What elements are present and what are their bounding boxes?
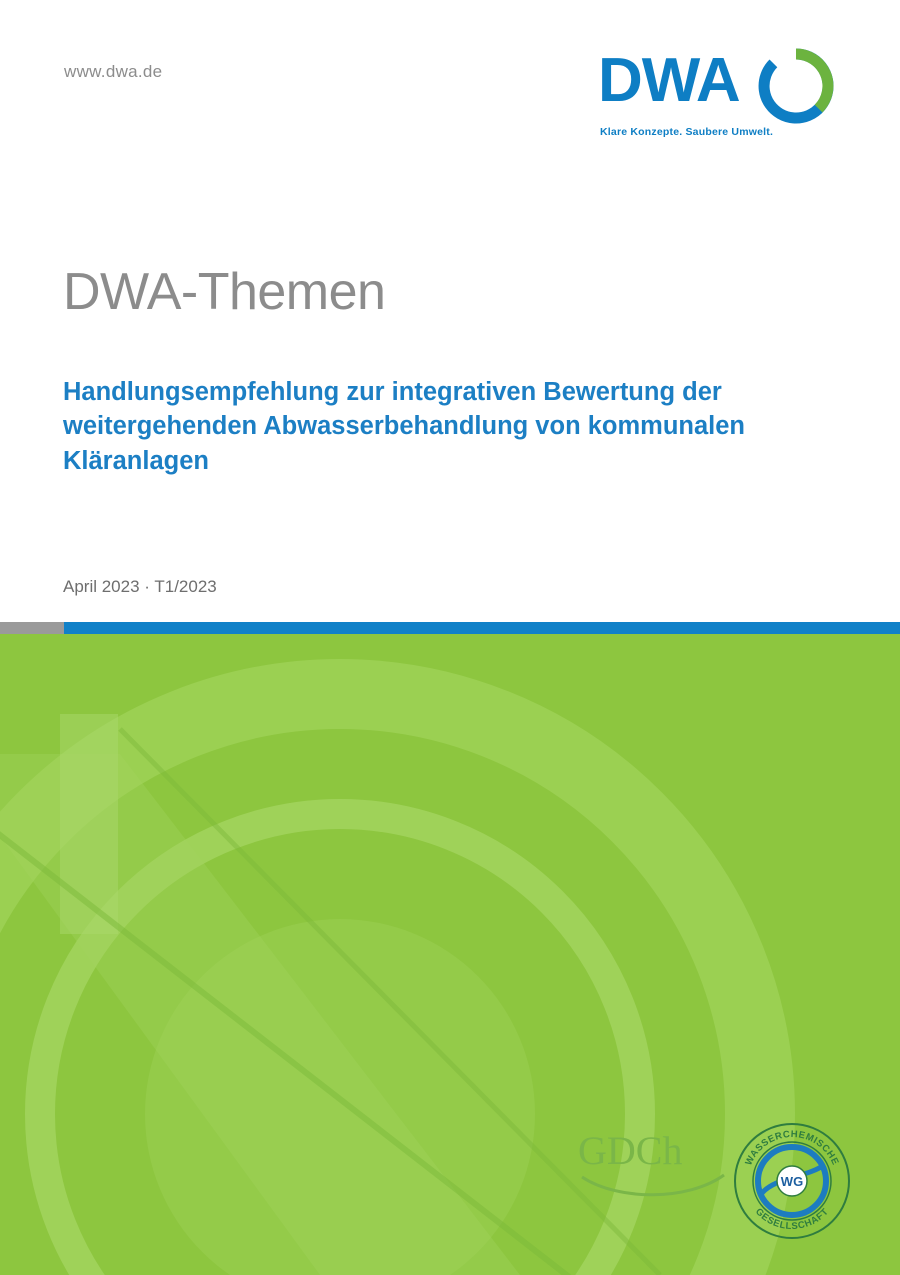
series-title: DWA-Themen — [63, 263, 386, 321]
dwa-logo — [598, 42, 838, 152]
publication-date: April 2023 · T1/2023 — [63, 577, 217, 596]
gdch-logo — [578, 1128, 728, 1211]
seal-center-text: WG — [780, 1174, 804, 1189]
dwa-wordmark: DWA — [598, 46, 740, 115]
cover-green-graphic — [0, 634, 900, 1275]
gdch-wordmark: GDCh — [578, 1128, 683, 1173]
dwa-claim: Klare Konzepte. Saubere Umwelt. — [600, 126, 774, 138]
accent-bar-blue — [64, 622, 900, 634]
document-title: Handlungsempfehlung zur integrativen Bewertung der weitergehenden Abwasserbehandlung von kommunalen Kläranlagen — [63, 378, 746, 475]
cover-top-section — [0, 0, 900, 634]
gdch-swoosh-icon — [578, 1171, 728, 1199]
wasserchemische-gesellschaft-seal — [732, 1121, 852, 1241]
svg-text:GESELLSCHAFT: GESELLSCHAFT — [752, 1206, 832, 1233]
website-url: www.dwa.de — [64, 62, 163, 81]
svg-text:WASSERCHEMISCHE: WASSERCHEMISCHE — [743, 1128, 841, 1168]
circle-arrow-icon — [758, 48, 834, 124]
accent-bar-grey — [0, 622, 64, 634]
